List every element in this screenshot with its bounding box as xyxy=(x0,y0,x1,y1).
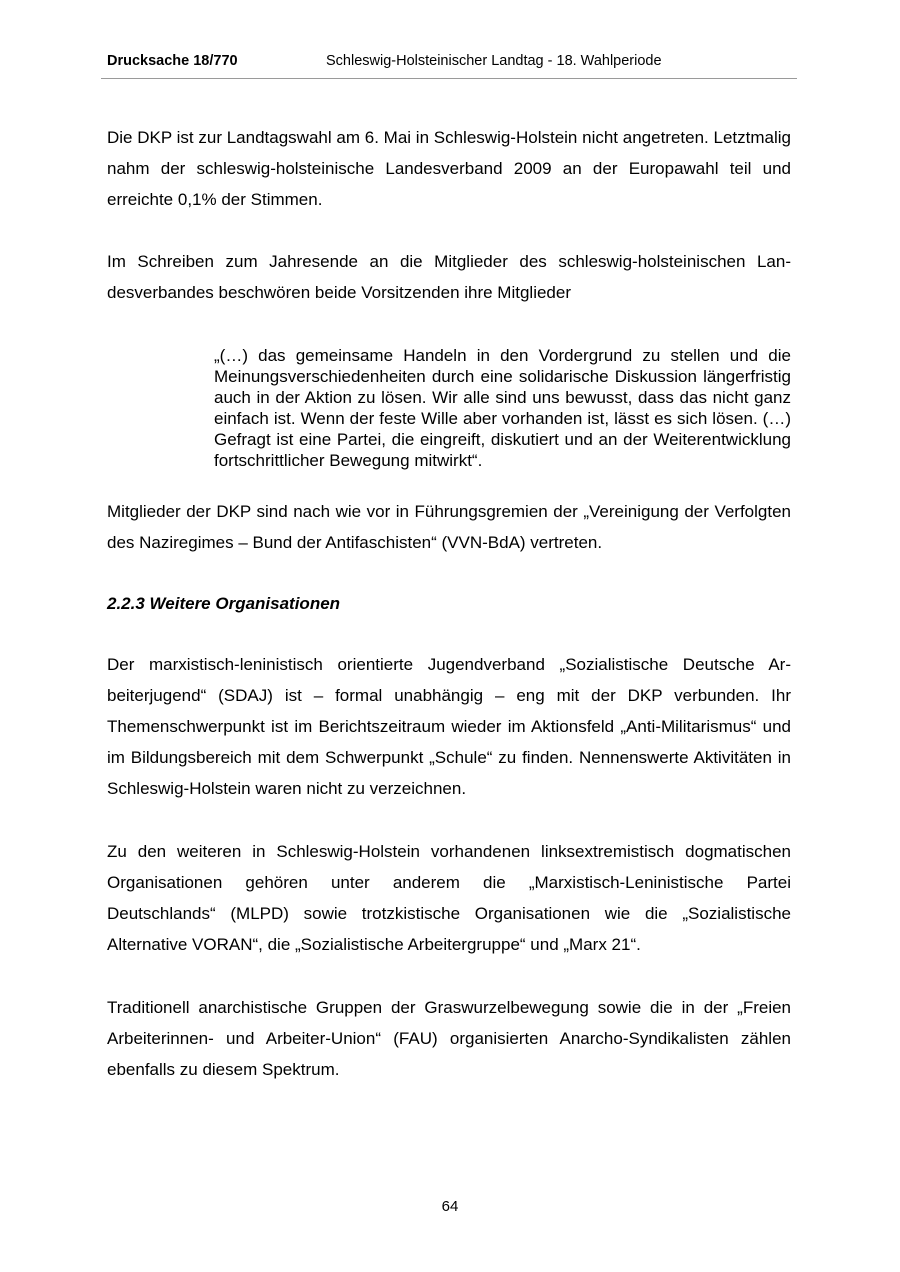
paragraph-vvn-bda: Mitglieder der DKP sind nach wie vor in Führungsgremien der „Vereinigung der Verfolgten des Naziregimes – Bund der Antifaschisten“ (VVN-BdA) vertreten. xyxy=(107,502,791,552)
paragraph-dkp-election: Die DKP ist zur Landtagswahl am 6. Mai in Schleswig-Holstein nicht angetreten. Letztmalig nahm der schleswig-holsteinische Landesverband 2009 an der Europawahl teil und erreichte 0,1% der Stimmen. xyxy=(107,128,791,209)
document-number: Drucksache 18/770 xyxy=(107,53,238,69)
paragraph-other-organisations: Zu den weiteren in Schleswig-Holstein vorhandenen linksextremistisch dogmatischen Organisationen gehören unter anderem die „Marxistisch-Leninistische Partei Deutschlands“ (MLPD) sowie trotzkistische Organisationen wie die „Sozialistische Alternative VORAN“, die „Sozialistische Arbeitergruppe“ und „Marx 21“. xyxy=(107,842,791,954)
page-number: 64 xyxy=(441,1198,459,1215)
header-institution: Schleswig-Holsteinischer Landtag - 18. Wahlperiode xyxy=(326,53,662,69)
page-header xyxy=(101,50,797,79)
paragraph-sdaj: Der marxistisch-leninistisch orientierte Jugendverband „Sozialistische Deutsche Arbeiterjugend“ (SDAJ) ist – formal unabhängig – eng mit der DKP verbunden. Ihr Themenschwerpunkt ist im Berichtszeitraum wieder im Aktionsfeld „Anti-Militarismus“ und im Bildungsbereich mit dem Schwerpunkt „Schule“ zu finden. Nennenswerte Aktivitäten in Schleswig-Holstein waren nicht zu verzeichnen. xyxy=(107,655,791,798)
paragraph-anarchist-groups: Traditionell anarchistische Gruppen der Graswurzelbewegung sowie die in der „Freien Arbeiterinnen- und Arbeiter-Union“ (FAU) organisierten Anarcho-Syndikalisten zählen ebenfalls zu diesem Spektrum. xyxy=(107,998,791,1079)
paragraph-letter-intro: Im Schreiben zum Jahresende an die Mitglieder des schleswig-holsteinischen Landesverbandes beschwören beide Vorsitzenden ihre Mitglieder xyxy=(107,252,791,302)
block-quote: „(…) das gemeinsame Handeln in den Vordergrund zu stellen und die Meinungsverschiedenheiten durch eine solidarische Diskussion längerfristig auch in der Aktion zu lösen. Wir alle sind uns bewusst, dass das nicht ganz einfach ist. Wenn der feste Wille aber vorhanden ist, lässt es sich lösen. (…) Gefragt ist eine Partei, die eingreift, diskutiert und an der Weiterentwicklung fortschrittlicher Bewegung mitwirkt“. xyxy=(214,346,791,470)
section-heading: 2.2.3 Weitere Organisationen xyxy=(107,594,341,613)
